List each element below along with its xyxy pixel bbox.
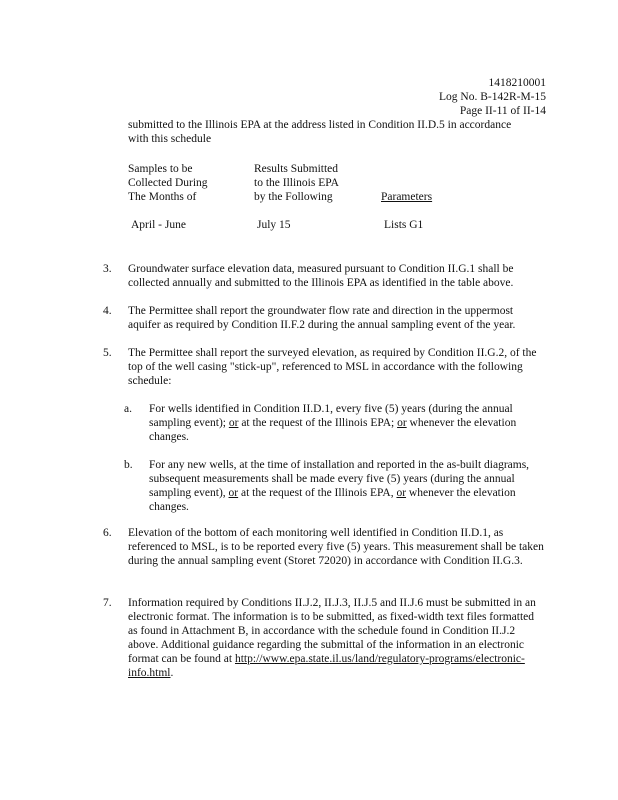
subitem-label-b: b. [124,459,133,471]
item-7-body: Information required by Conditions II.J.2, II.J.3, II.J.5 and II.J.6 must be submitted in an electronic format. The information is to be submitted, as fixed-width text files formatted as found in Attachment B, in accordance with the schedule found in Condition II.J.2 above. Additional guidance regarding the submittal of the information in an electronic format can be found at [128,597,536,665]
intro-line-1: submitted to the Illinois EPA at the address listed in Condition II.D.5 in accordance [128,119,512,131]
item-3-text: Groundwater surface elevation data, measured pursuant to Condition II.G.1 shall be collected annually and submitted to the Illinois EPA as identified in the table above. [128,263,514,289]
subitem-b-or: or [228,487,239,499]
page-number: Page II-11 of II-14 [459,105,546,117]
col1-header-line: The Months of [128,191,197,203]
item-number: 3. [103,263,112,275]
link-suffix: . [170,667,174,679]
item-number: 4. [103,305,112,317]
subitem-b-pre: For any new wells, at the time of installation and reported in the as-built diagrams, subsequent measurements shall be made every five (5) years (during the annual sampling event), [149,459,530,499]
item-5-text: The Permittee shall report the surveyed elevation, as required by Condition II.G.2, of the top of the well casing "stick-up", referenced to MSL in accordance with the following schedule: [128,347,537,387]
subitem-a-post: whenever the elevation changes. [149,417,517,443]
log-number: Log No. B-142R-M-15 [438,91,546,103]
schedule-col3-header: Parameters [381,191,433,203]
subitem-a-pre: For wells identified in Condition II.D.1, every five (5) years (during the annual sampling event); [149,403,513,429]
subitem-a-or: or [228,417,239,429]
item-4-text: The Permittee shall report the groundwater flow rate and direction in the uppermost aquifer as required by Condition II.F.2 during the annual sampling event of the year. [128,305,516,331]
subitem-a-or: or [397,417,407,429]
intro-line-2: with this schedule [128,133,212,145]
item-number: 5. [103,347,112,359]
item-number: 6. [103,527,112,539]
schedule-col1-header [128,162,208,204]
header-block [439,76,546,118]
subitem-a-text [149,402,546,444]
col2-header-line: to the Illinois EPA [254,177,339,189]
subitem-b-or: or [396,487,407,499]
subitem-b-text [149,458,546,514]
subitem-a-mid: at the request of the Illinois EPA; [241,417,395,429]
col2-header-line: by the Following [254,191,333,203]
schedule-parameters: Lists G1 [384,219,424,231]
item-7-text [128,596,546,680]
electronic-info-link[interactable]: http://www.epa.state.il.us/land/regulatory-programs/electronic-info.html [128,653,525,679]
schedule-due-date: July 15 [257,219,291,231]
item-6-text: Elevation of the bottom of each monitoring well identified in Condition II.D.1, as referenced to MSL, is to be reported every five (5) years. This measurement shall be taken during the annual sampling event (Storet 72020) in accordance with Condition II.G.3. [128,527,544,567]
col2-header-line: Results Submitted [254,163,339,175]
item-number: 7. [103,597,112,609]
subitem-b-mid: at the request of the Illinois EPA, [241,487,394,499]
col1-header-line: Collected During [128,177,208,189]
subitem-b-post: whenever the elevation changes. [149,487,516,513]
permit-id: 1418210001 [488,77,546,89]
schedule-months: April - June [131,219,186,231]
col1-header-line: Samples to be [128,163,193,175]
schedule-col2-header [254,162,339,204]
subitem-label-a: a. [124,403,132,415]
